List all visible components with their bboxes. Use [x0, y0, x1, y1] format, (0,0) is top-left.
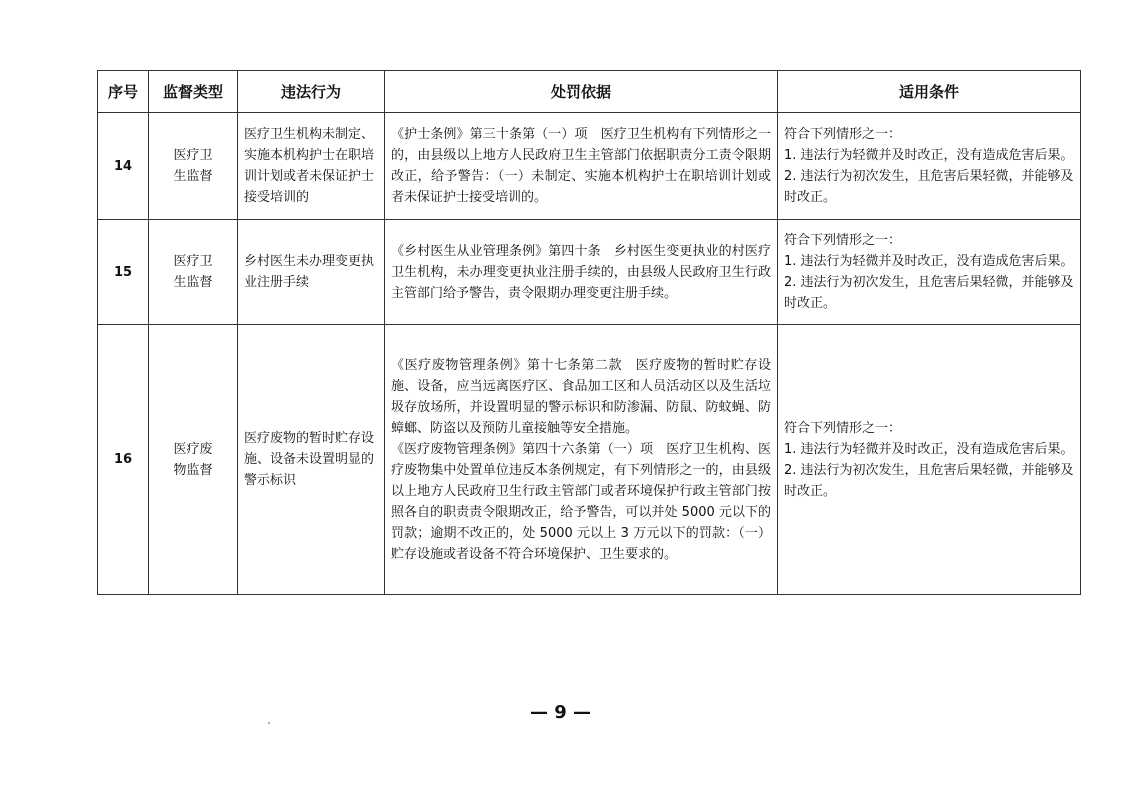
supervision-type-line: 医疗卫 [173, 148, 213, 163]
supervision-type-line: 医疗卫 [173, 254, 213, 269]
condition-intro: 符合下列情形之一： [784, 233, 902, 248]
supervision-type-line: 生监督 [173, 169, 213, 184]
header-penalty-basis: 处罚依据 [385, 71, 778, 113]
table-header-row [98, 71, 1081, 113]
basis-paragraph: 《医疗废物管理条例》第四十六条第（一）项 医疗卫生机构、医疗废物集中处置单位违反本条例规定，有下列情形之一的，由县级以上地方人民政府卫生行政主管部门或者环境保护行政主管部门按照各自的职责责令限期改正，给予警告，可以并处 5000 元以下的罚款；逾期不改正的，处 5000 元以上 3 万元以下的罚款：（一）贮存设施或者设备不符合环境保护、卫生要求的。 [391, 441, 771, 562]
page-number: — 9 — [529, 702, 592, 723]
header-supervision-type: 监督类型 [149, 71, 238, 113]
penalty-basis [385, 113, 778, 220]
header-no: 序号 [98, 71, 149, 113]
penalty-basis [385, 220, 778, 325]
condition-item: 2. 违法行为初次发生，且危害后果轻微，并能够及时改正。 [784, 275, 1074, 311]
table-row [98, 325, 1081, 595]
conditions [778, 113, 1081, 220]
row-number: 16 [98, 325, 149, 595]
violation-text: 医疗废物的暂时贮存设施、设备未设置明显的警示标识 [238, 325, 385, 595]
row-number: 14 [98, 113, 149, 220]
condition-item: 2. 违法行为初次发生，且危害后果轻微，并能够及时改正。 [784, 462, 1074, 499]
supervision-type-line: 医疗废 [173, 441, 213, 457]
header-conditions: 适用条件 [778, 71, 1081, 113]
condition-item: 1. 违法行为轻微并及时改正，没有造成危害后果。 [784, 441, 1074, 457]
supervision-type [149, 325, 238, 595]
condition-item: 1. 违法行为轻微并及时改正，没有造成危害后果。 [784, 254, 1074, 269]
violation-text: 医疗卫生机构未制定、实施本机构护士在职培训计划或者未保证护士接受培训的 [238, 113, 385, 220]
penalty-basis [385, 325, 778, 595]
conditions [778, 325, 1081, 595]
conditions [778, 220, 1081, 325]
condition-item: 1. 违法行为轻微并及时改正，没有造成危害后果。 [784, 148, 1074, 163]
supervision-type [149, 113, 238, 220]
condition-intro: 符合下列情形之一： [784, 127, 902, 142]
regulation-table [97, 70, 1081, 595]
violation-text: 乡村医生未办理变更执业注册手续 [238, 220, 385, 325]
condition-item: 2. 违法行为初次发生，且危害后果轻微，并能够及时改正。 [784, 169, 1074, 205]
supervision-type-line: 生监督 [173, 275, 213, 290]
basis-paragraph: 《乡村医生从业管理条例》第四十条 乡村医生变更执业的村医疗卫生机构，未办理变更执业注册手续的，由县级人民政府卫生行政主管部门给予警告，责令限期办理变更注册手续。 [391, 243, 771, 301]
basis-paragraph: 《护士条例》第三十条第（一）项 医疗卫生机构有下列情形之一的，由县级以上地方人民政府卫生主管部门依据职责分工责令限期改正，给予警告：（一）未制定、实施本机构护士在职培训计划或者未保证护士接受培训的。 [391, 127, 771, 205]
supervision-type-line: 物监督 [173, 462, 213, 478]
supervision-type [149, 220, 238, 325]
header-violation: 违法行为 [238, 71, 385, 113]
table-row [98, 220, 1081, 325]
condition-intro: 符合下列情形之一： [784, 420, 902, 436]
basis-paragraph: 《医疗废物管理条例》第十七条第二款 医疗废物的暂时贮存设施、设备，应当远离医疗区、食品加工区和人员活动区以及生活垃圾存放场所，并设置明显的警示标识和防渗漏、防鼠、防蚊蝇、防蟑螂、防盗以及预防儿童接触等安全措施。 [391, 357, 771, 436]
table-row [98, 113, 1081, 220]
row-number: 15 [98, 220, 149, 325]
